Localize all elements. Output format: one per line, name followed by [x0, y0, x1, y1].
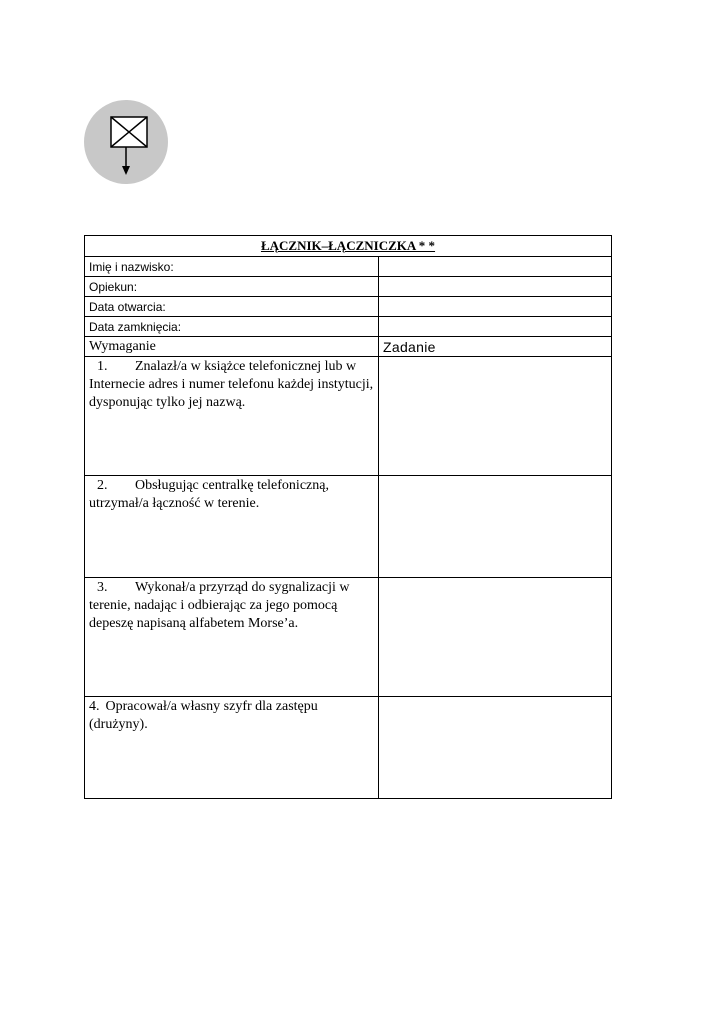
- task-cell-3[interactable]: [379, 578, 612, 697]
- header-task: Zadanie: [379, 337, 612, 357]
- field-row-name: [85, 257, 612, 277]
- field-row-open-date: [85, 297, 612, 317]
- field-label-name: Imię i nazwisko:: [85, 257, 379, 277]
- field-label-guardian: Opiekun:: [85, 277, 379, 297]
- field-label-close-date: Data zamknięcia:: [85, 317, 379, 337]
- requirement-text-4: Opracował/a własny szyfr dla zastępu (drużyny).: [89, 699, 318, 732]
- field-row-guardian: [85, 277, 612, 297]
- requirement-number-2: 2.: [97, 478, 108, 493]
- requirement-cell-3: [85, 578, 379, 697]
- requirement-cell-1: [85, 357, 379, 476]
- requirement-cell-4: [85, 697, 379, 799]
- requirement-number-1: 1.: [97, 359, 108, 374]
- requirement-number-4: 4.: [89, 699, 100, 714]
- title-row: [85, 236, 612, 257]
- header-requirement: Wymaganie: [85, 337, 379, 357]
- form-title: ŁĄCZNIK–ŁĄCZNICZKA * *: [85, 236, 612, 257]
- field-value-guardian[interactable]: [379, 277, 612, 297]
- requirement-row-1: [85, 357, 612, 476]
- requirement-number-3: 3.: [97, 580, 108, 595]
- field-value-name[interactable]: [379, 257, 612, 277]
- badge-form-table: [84, 235, 612, 799]
- task-cell-4[interactable]: [379, 697, 612, 799]
- field-value-close-date[interactable]: [379, 317, 612, 337]
- field-value-open-date[interactable]: [379, 297, 612, 317]
- field-label-open-date: Data otwarcia:: [85, 297, 379, 317]
- requirement-text-2: Obsługując centralkę telefoniczną, utrzymał/a łączność w terenie.: [89, 478, 329, 511]
- task-cell-2[interactable]: [379, 476, 612, 578]
- badge-envelope-icon: [84, 100, 168, 184]
- requirement-row-3: [85, 578, 612, 697]
- requirement-row-4: [85, 697, 612, 799]
- field-row-close-date: [85, 317, 612, 337]
- requirement-row-2: [85, 476, 612, 578]
- header-row: [85, 337, 612, 357]
- task-cell-1[interactable]: [379, 357, 612, 476]
- requirement-text-3: Wykonał/a przyrząd do sygnalizacji w terenie, nadając i odbierając za jego pomocą depeszę napisaną alfabetem Morse’a.: [89, 580, 350, 631]
- requirement-cell-2: [85, 476, 379, 578]
- envelope-with-arrow-icon: [84, 100, 168, 184]
- requirement-text-1: Znalazł/a w książce telefonicznej lub w Internecie adres i numer telefonu każdej instytucji, dysponując tylko jej nazwą.: [89, 359, 374, 410]
